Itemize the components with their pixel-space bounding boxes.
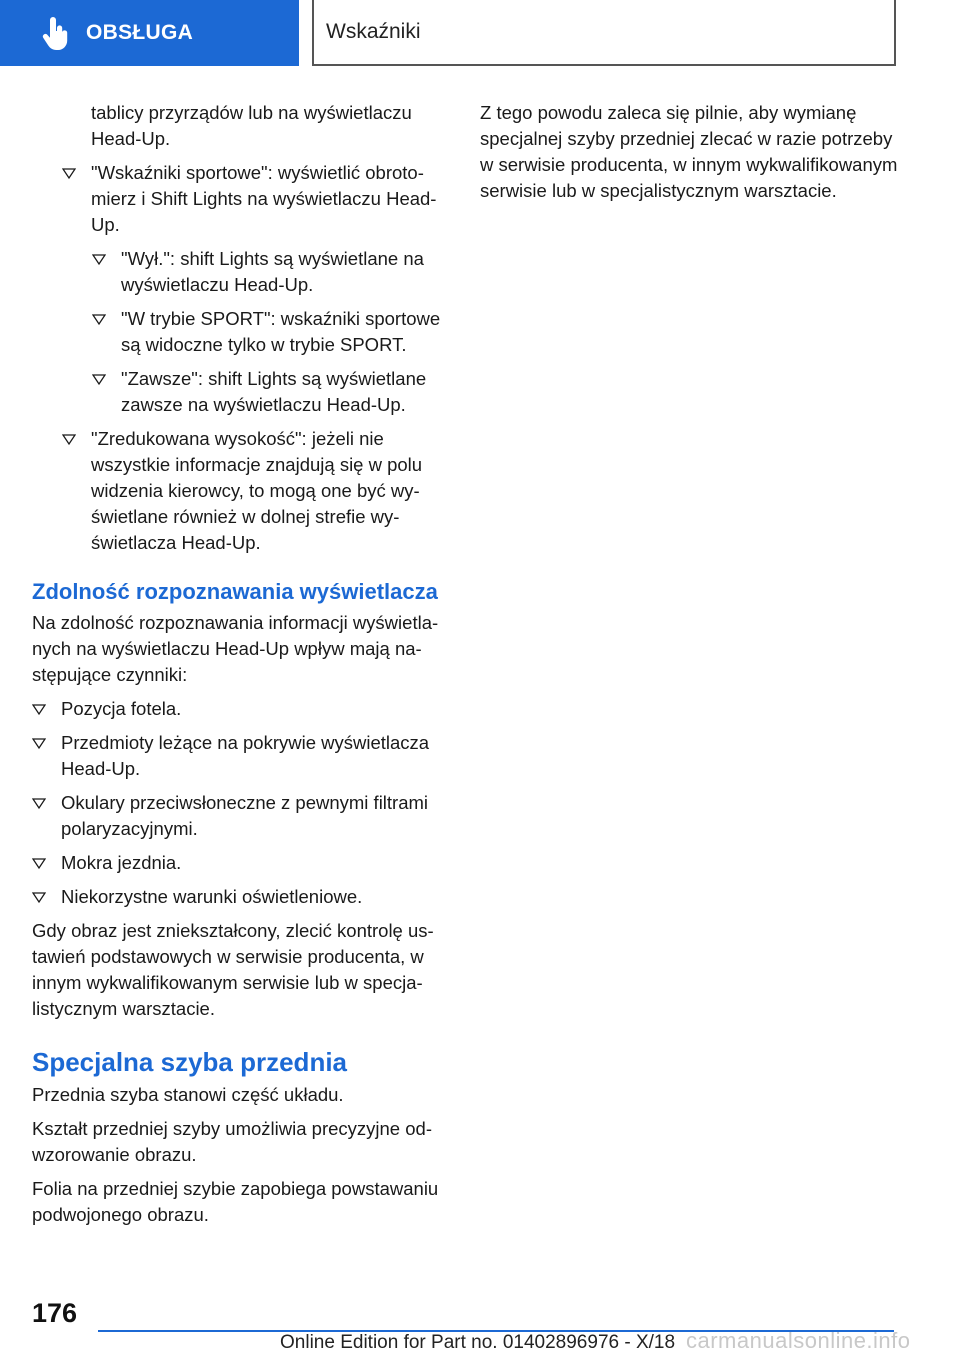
readability-intro: Na zdolność rozpoznawania informacji wyświetlanych na wyświetlaczu Head-Up wpływ mają następujące czynniki: xyxy=(32,612,439,685)
list-item xyxy=(32,850,448,876)
list-item xyxy=(32,730,448,782)
left-column xyxy=(32,100,448,1228)
continuation-text: tablicy przyrządów lub na wyświetlaczu Head-Up. xyxy=(91,102,412,149)
hand-pointer-icon xyxy=(36,13,76,53)
triangle-bullet-icon xyxy=(32,702,46,716)
section-tab xyxy=(0,0,299,66)
list-item xyxy=(32,160,448,238)
triangle-bullet-icon xyxy=(32,796,46,810)
triangle-bullet-icon xyxy=(32,890,46,904)
sub-bullet-text: "Zawsze": shift Lights są wyświetlane zawsze na wyświetlaczu Head-Up. xyxy=(121,368,427,415)
bullet-reduced-text: "Zredukowana wysokość": jeżeli nie wszystkie informacje znajdują się w polu widzenia kierowcy, to mogą one być wyświetlane również w dolnej strefie wyświetlacza Head-Up. xyxy=(91,428,423,553)
list-item xyxy=(32,426,448,556)
triangle-bullet-icon xyxy=(62,166,76,180)
sub-bullet-text: "Wył.": shift Lights są wyświetlane na wyświetlaczu Head-Up. xyxy=(121,248,424,295)
chapter-header xyxy=(312,0,896,66)
distortion-note: Gdy obraz jest zniekształcony, zlecić kontrolę ustawień podstawowych w serwisie producenta, w innym wykwalifikowanym serwisie lub w specjalistycznym warsztacie. xyxy=(32,920,434,1019)
list-item xyxy=(32,306,448,358)
factor-text: Okulary przeciwsłoneczne z pewnymi filtrami polaryzacyjnymi. xyxy=(61,792,429,839)
triangle-bullet-icon xyxy=(92,312,106,326)
section-label: OBSŁUGA xyxy=(86,21,194,44)
heading-readability: Zdolność rozpoznawania wyświetlacza xyxy=(32,579,438,604)
edition-text: Online Edition for Part no. 01402896976 - X/18 xyxy=(280,1332,676,1353)
triangle-bullet-icon xyxy=(32,856,46,870)
right-column xyxy=(480,100,898,204)
factor-text: Niekorzystne warunki oświetleniowe. xyxy=(61,886,363,907)
replacement-note: Z tego powodu zaleca się pilnie, aby wymianę specjalnej szyby przedniej zlecać w razie potrzeby w serwisie producenta, w innym wykwalifikowanym serwisie lub w specjalistycznym warsztacie. xyxy=(480,102,898,201)
list-item xyxy=(32,366,448,418)
sub-bullet-text: "W trybie SPORT": wskaźniki sportowe są widoczne tylko w trybie SPORT. xyxy=(121,308,441,355)
list-item xyxy=(32,246,448,298)
heading-windscreen: Specjalna szyba przednia xyxy=(32,1047,348,1077)
list-item xyxy=(32,884,448,910)
triangle-bullet-icon xyxy=(62,432,76,446)
triangle-bullet-icon xyxy=(92,372,106,386)
windscreen-paragraph: Przednia szyba stanowi część układu. xyxy=(32,1084,344,1105)
windscreen-paragraph: Kształt przedniej szyby umożliwia precyzyjne odwzorowanie obrazu. xyxy=(32,1118,432,1165)
list-item xyxy=(32,790,448,842)
triangle-bullet-icon xyxy=(32,736,46,750)
page-number: 176 xyxy=(32,1298,78,1328)
bullet-sport-text: "Wskaźniki sportowe": wyświetlić obrotomierz i Shift Lights na wyświetlaczu Head-Up. xyxy=(91,162,437,235)
factor-text: Pozycja fotela. xyxy=(61,698,182,719)
triangle-bullet-icon xyxy=(92,252,106,266)
windscreen-paragraph: Folia na przedniej szybie zapobiega powstawaniu podwojonego obrazu. xyxy=(32,1178,439,1225)
chapter-label: Wskaźniki xyxy=(326,20,421,43)
factor-text: Mokra jezdnia. xyxy=(61,852,182,873)
list-item xyxy=(32,696,448,722)
factor-text: Przedmioty leżące na pokrywie wyświetlacza Head-Up. xyxy=(61,732,430,779)
watermark: carmanualsonline.info xyxy=(686,1328,911,1353)
